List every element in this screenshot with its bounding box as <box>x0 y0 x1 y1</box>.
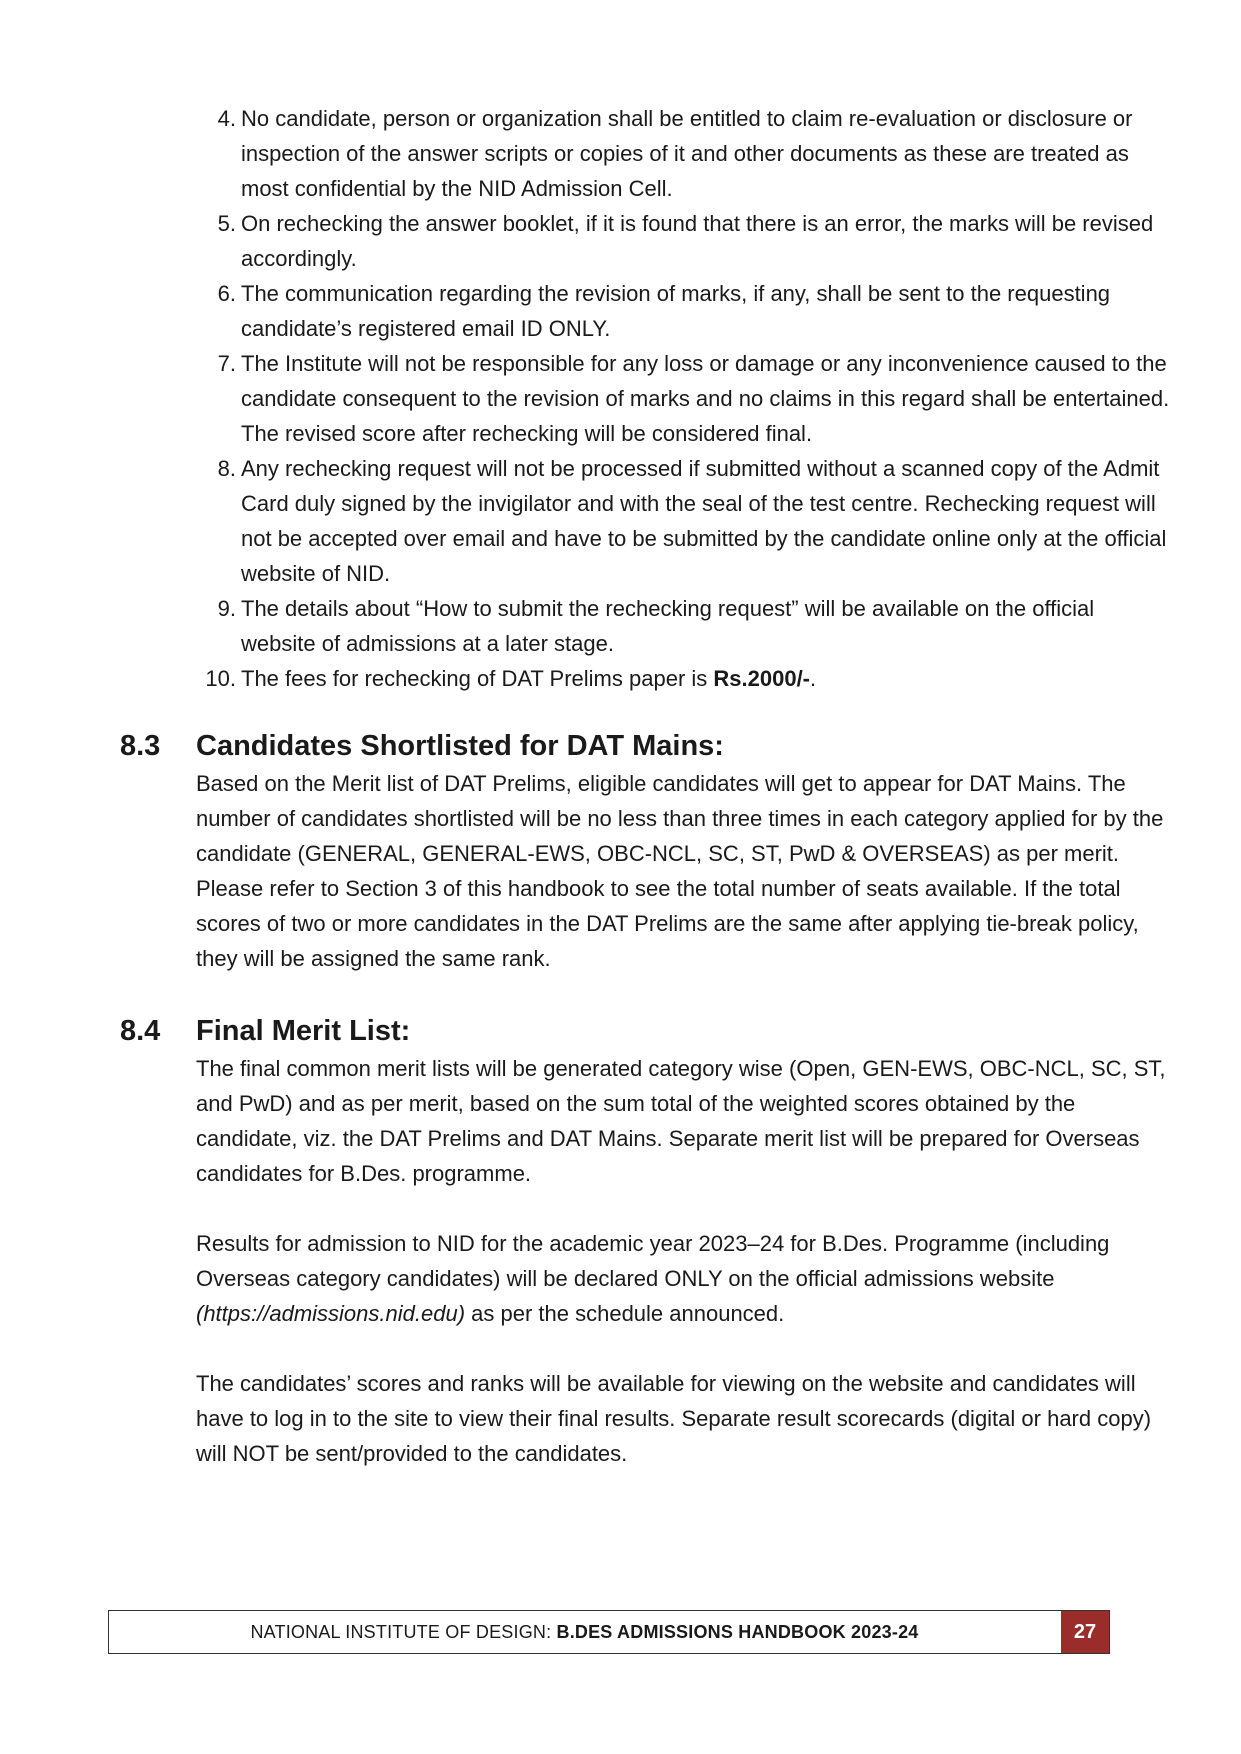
paragraph-text: as per the schedule announced. <box>465 1301 785 1326</box>
section-title: Candidates Shortlisted for DAT Mains: <box>196 730 724 762</box>
list-item-text: No candidate, person or organization shall be entitled to claim re-evaluation or disclosure or inspection of the answer scripts or copies of it and other documents as these are treated as most confidential by the NID Admission Cell. <box>241 106 1133 201</box>
list-item-number: 5. <box>217 211 236 236</box>
paragraph: The final common merit lists will be generated category wise (Open, GEN-EWS, OBC-NCL, SC, ST, and PwD) and as per merit, based on the sum total of the weighted scores obtained by the candidate, viz. the DAT Prelims and DAT Mains. Separate merit list will be prepared for Overseas candidates for B.Des. programme. <box>196 1056 1166 1186</box>
section-number: 8.3 <box>120 730 161 762</box>
list-item-text: The details about “How to submit the rechecking request” will be available on the official website of admissions at a later stage. <box>241 596 1095 656</box>
footer-handbook: B.DES ADMISSIONS HANDBOOK 2023-24 <box>556 1622 919 1642</box>
list-item-text-end: . <box>810 666 817 691</box>
list-item-text: Any rechecking request will not be processed if submitted without a scanned copy of the Admit Card duly signed by the invigilator and with the seal of the test centre. Rechecking request will not be accepted over email and have to be submitted by the candidate online only at the official website of NID. <box>241 456 1167 586</box>
section-heading <box>120 1011 1170 1051</box>
paragraph: The candidates’ scores and ranks will be available for viewing on the website and candidates will have to log in to the site to view their final results. Separate result scorecards (digital or hard copy) will NOT be sent/provided to the candidates. <box>196 1371 1152 1466</box>
footer-institute: NATIONAL INSTITUTE OF DESIGN: <box>250 1622 557 1642</box>
list-item-text <box>241 666 816 691</box>
section-body <box>196 1051 1170 1471</box>
rechecking-rules-list <box>200 101 1170 696</box>
list-item-text: The communication regarding the revision of marks, if any, shall be sent to the requesting candidate’s registered email ID ONLY. <box>241 281 1111 341</box>
list-item-number: 8. <box>217 456 236 481</box>
list-item-text: The Institute will not be responsible for any loss or damage or any inconvenience caused to the candidate consequent to the revision of marks and no claims in this regard shall be entertained. The revised score after rechecking will be considered final. <box>241 351 1170 446</box>
admissions-url: (https://admissions.nid.edu) <box>196 1301 466 1326</box>
list-item <box>200 346 1170 451</box>
list-item <box>200 276 1170 346</box>
paragraph <box>196 1226 1170 1331</box>
section-heading <box>120 726 1170 766</box>
list-item-text-start: The fees for rechecking of DAT Prelims paper is <box>241 666 714 691</box>
section-title: Final Merit List: <box>196 1015 411 1047</box>
list-item <box>200 591 1170 661</box>
list-item <box>200 101 1170 206</box>
list-item-number: 10. <box>205 666 236 691</box>
section-8-4 <box>120 1011 1170 1506</box>
section-number: 8.4 <box>120 1015 161 1047</box>
list-item-number: 6. <box>217 281 236 306</box>
list-item <box>200 661 1170 696</box>
section-8-3 <box>120 726 1170 1011</box>
page-number: 27 <box>1061 1611 1109 1653</box>
list-item-number: 7. <box>217 351 236 376</box>
paragraph-text: Results for admission to NID for the academic year 2023–24 for B.Des. Programme (including Overseas category candidates) will be declared ONLY on the official admissions website <box>196 1231 1110 1291</box>
list-item <box>200 206 1170 276</box>
list-item-number: 4. <box>217 106 236 131</box>
list-item <box>200 451 1170 591</box>
page-footer <box>108 1610 1110 1654</box>
list-item-number: 9. <box>217 596 236 621</box>
section-body <box>196 766 1170 976</box>
rechecking-fee: Rs.2000/- <box>713 666 811 691</box>
paragraph: Based on the Merit list of DAT Prelims, eligible candidates will get to appear for DAT Mains. The number of candidates shortlisted will be no less than three times in each category applied for by the candidate (GENERAL, GENERAL-EWS, OBC-NCL, SC, ST, PwD & OVERSEAS) as per merit. Please refer to Section 3 of this handbook to see the total number of seats available. If the total scores of two or more candidates in the DAT Prelims are the same after applying tie-break policy, they will be assigned the same rank. <box>196 771 1164 971</box>
list-item-text: On rechecking the answer booklet, if it is found that there is an error, the marks will be revised accordingly. <box>241 211 1154 271</box>
footer-title <box>109 1611 1060 1653</box>
